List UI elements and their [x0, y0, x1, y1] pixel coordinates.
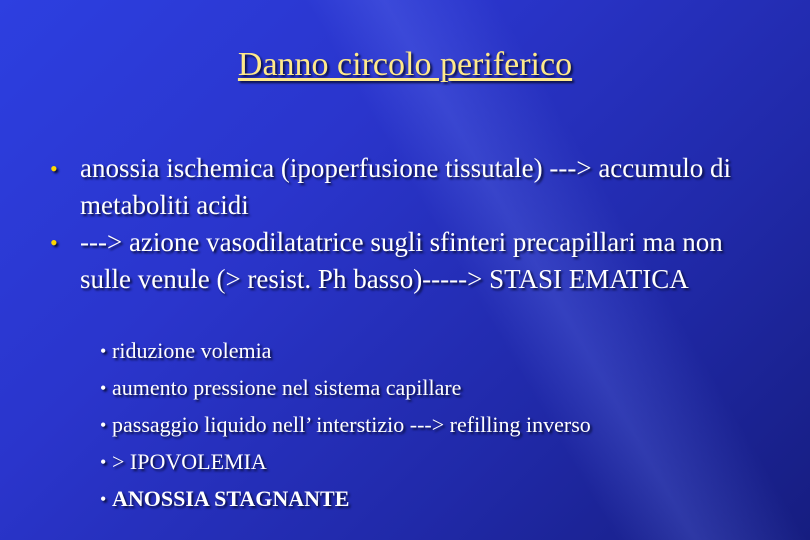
- slide-title: Danno circolo periferico: [237, 46, 573, 83]
- sub-bullet-marker: •: [100, 378, 107, 398]
- sub-bullet-text: riduzione volemia: [112, 338, 272, 363]
- sub-bullet-marker: •: [100, 489, 107, 509]
- sub-bullet-text: aumento pressione nel sistema capillare: [112, 375, 462, 400]
- bullet-marker: •: [50, 230, 58, 255]
- sub-bullet-marker: •: [100, 415, 107, 435]
- sub-bullet-marker: •: [100, 452, 107, 472]
- bullet-item-1: [52, 150, 772, 224]
- bullet-marker: •: [50, 156, 58, 181]
- sub-bullet-marker: •: [100, 341, 107, 361]
- sub-bullet-text: > IPOVOLEMIA: [112, 449, 267, 474]
- bullet-text: anossia ischemica (ipoperfusione tissutale) ---> accumulo di metaboliti acidi: [80, 153, 732, 220]
- bullet-text: ---> azione vasodilatatrice sugli sfinteri precapillari ma non sulle venule (> resist. Ph basso)-----> STASI EMATICA: [80, 227, 723, 294]
- bullet-item-2: [52, 224, 772, 298]
- sub-bullet-text: ANOSSIA STAGNANTE: [112, 486, 350, 511]
- sub-bullet-text: passaggio liquido nell’ interstizio ---> refilling inverso: [112, 412, 591, 437]
